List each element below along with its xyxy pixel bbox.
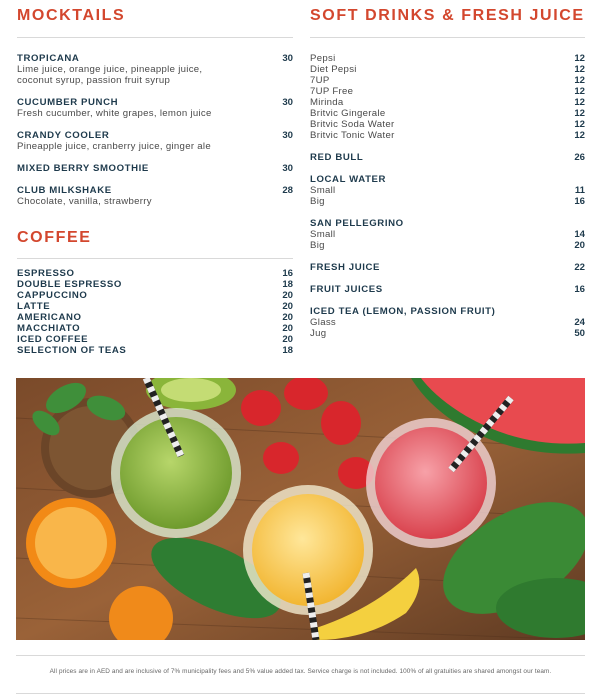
option-name: Small bbox=[310, 185, 336, 196]
item-name: SELECTION OF TEAS bbox=[17, 345, 127, 356]
item-description: Pineapple juice, cranberry juice, ginger ale bbox=[17, 141, 211, 152]
item-description: coconut syrup, passion fruit syrup bbox=[17, 75, 171, 86]
item-name: CUCUMBER PUNCH bbox=[17, 97, 119, 108]
item-name: SAN PELLEGRINO bbox=[310, 218, 404, 229]
item-name: CLUB MILKSHAKE bbox=[17, 185, 112, 196]
menu-item-crandy-cooler bbox=[17, 130, 293, 152]
soft-drinks-divider bbox=[310, 37, 585, 38]
item-price: 12 bbox=[574, 53, 585, 64]
item-name: DOUBLE ESPRESSO bbox=[17, 279, 122, 290]
menu-item-cappuccino bbox=[17, 290, 293, 301]
menu-item-iced-tea bbox=[310, 306, 585, 339]
menu-item-britvic-soda-water bbox=[310, 119, 585, 130]
item-name: Mirinda bbox=[310, 97, 344, 108]
item-price: 22 bbox=[574, 262, 585, 273]
item-description: Chocolate, vanilla, strawberry bbox=[17, 196, 152, 207]
item-description: Lime juice, orange juice, pineapple juice, bbox=[17, 64, 203, 75]
menu-item-latte bbox=[17, 301, 293, 312]
item-name: 7UP bbox=[310, 75, 330, 86]
menu-item-macchiato bbox=[17, 323, 293, 334]
menu-item-double-espresso bbox=[17, 279, 293, 290]
option-name: Big bbox=[310, 196, 325, 207]
item-name: 7UP Free bbox=[310, 86, 354, 97]
item-price: 30 bbox=[282, 97, 293, 108]
item-name: RED BULL bbox=[310, 152, 364, 163]
option-name: Big bbox=[310, 240, 325, 251]
item-name: CRANDY COOLER bbox=[17, 130, 110, 141]
item-name: Diet Pepsi bbox=[310, 64, 357, 75]
menu-item-mirinda bbox=[310, 97, 585, 108]
option-price: 16 bbox=[574, 196, 585, 207]
item-name: MIXED BERRY SMOOTHIE bbox=[17, 163, 149, 174]
item-name: FRUIT JUICES bbox=[310, 284, 383, 295]
item-name: AMERICANO bbox=[17, 312, 82, 323]
item-price: 18 bbox=[282, 345, 293, 356]
item-name: CAPPUCCINO bbox=[17, 290, 88, 301]
item-name: ICED COFFEE bbox=[17, 334, 89, 345]
item-price: 12 bbox=[574, 86, 585, 97]
item-name: Britvic Soda Water bbox=[310, 119, 395, 130]
soft-drinks-title: SOFT DRINKS & FRESH JUICE bbox=[310, 7, 585, 24]
menu-item-cucumber-punch bbox=[17, 97, 293, 119]
mocktails-title: MOCKTAILS bbox=[17, 7, 126, 24]
footer-top-divider bbox=[16, 655, 585, 656]
item-price: 16 bbox=[574, 284, 585, 295]
smoothies-photo bbox=[16, 378, 585, 640]
item-price: 20 bbox=[282, 312, 293, 323]
item-price: 20 bbox=[282, 323, 293, 334]
option-name: Jug bbox=[310, 328, 327, 339]
item-name: LOCAL WATER bbox=[310, 174, 387, 185]
item-price: 12 bbox=[574, 108, 585, 119]
item-price: 12 bbox=[574, 130, 585, 141]
menu-item-san-pellegrino bbox=[310, 218, 585, 251]
smoothies-illustration bbox=[16, 378, 585, 640]
option-name: Small bbox=[310, 229, 336, 240]
option-price: 20 bbox=[574, 240, 585, 251]
mocktails-list bbox=[17, 53, 293, 207]
item-price: 18 bbox=[282, 279, 293, 290]
item-price: 20 bbox=[282, 301, 293, 312]
mocktails-divider bbox=[17, 37, 293, 38]
menu-item-britvic-gingerale bbox=[310, 108, 585, 119]
option-price: 24 bbox=[574, 317, 585, 328]
sodas-list bbox=[310, 53, 585, 339]
menu-item-7up bbox=[310, 75, 585, 86]
item-price: 12 bbox=[574, 75, 585, 86]
menu-item-club-milkshake bbox=[17, 185, 293, 207]
menu-item-diet-pepsi bbox=[310, 64, 585, 75]
menu-item-americano bbox=[17, 312, 293, 323]
option-price: 50 bbox=[574, 328, 585, 339]
item-name: Britvic Tonic Water bbox=[310, 130, 395, 141]
item-price: 20 bbox=[282, 290, 293, 301]
menu-item-mixed-berry-smoothie bbox=[17, 163, 293, 174]
menu-item-pepsi bbox=[310, 53, 585, 64]
menu-item-espresso bbox=[17, 268, 293, 279]
menu-item-iced-coffee bbox=[17, 334, 293, 345]
item-name: Pepsi bbox=[310, 53, 336, 64]
item-price: 28 bbox=[282, 185, 293, 196]
item-description: Fresh cucumber, white grapes, lemon juice bbox=[17, 108, 212, 119]
item-price: 30 bbox=[282, 53, 293, 64]
menu-item-fresh-juice bbox=[310, 262, 585, 273]
option-price: 14 bbox=[574, 229, 585, 240]
footer-note: All prices are in AED and are inclusive of 7% municipality fees and 5% value added tax. Service charge is not included. 100% of all gratuities are shared amongst our team. bbox=[49, 668, 552, 675]
item-price: 16 bbox=[282, 268, 293, 279]
item-name: TROPICANA bbox=[17, 53, 80, 64]
coffee-divider bbox=[17, 258, 293, 259]
footer-bottom-divider bbox=[16, 693, 585, 694]
item-name: MACCHIATO bbox=[17, 323, 81, 334]
option-price: 11 bbox=[574, 185, 585, 196]
item-name: Britvic Gingerale bbox=[310, 108, 386, 119]
item-price: 30 bbox=[282, 163, 293, 174]
item-price: 12 bbox=[574, 119, 585, 130]
coffee-list bbox=[17, 268, 293, 356]
option-name: Glass bbox=[310, 317, 337, 328]
item-price: 30 bbox=[282, 130, 293, 141]
menu-item-selection-of-teas bbox=[17, 345, 293, 356]
item-name: ICED TEA (LEMON, PASSION FRUIT) bbox=[310, 306, 496, 317]
item-price: 12 bbox=[574, 97, 585, 108]
menu-item-britvic-tonic-water bbox=[310, 130, 585, 141]
item-name: LATTE bbox=[17, 301, 51, 312]
menu-item-local-water bbox=[310, 174, 585, 207]
item-price: 12 bbox=[574, 64, 585, 75]
coffee-title: COFFEE bbox=[17, 229, 92, 246]
item-price: 26 bbox=[574, 152, 585, 163]
menu-item-red-bull bbox=[310, 152, 585, 163]
menu-item-fruit-juices bbox=[310, 284, 585, 295]
menu-item-7up-free bbox=[310, 86, 585, 97]
item-price: 20 bbox=[282, 334, 293, 345]
item-name: FRESH JUICE bbox=[310, 262, 381, 273]
menu-item-tropicana bbox=[17, 53, 293, 86]
item-name: ESPRESSO bbox=[17, 268, 75, 279]
